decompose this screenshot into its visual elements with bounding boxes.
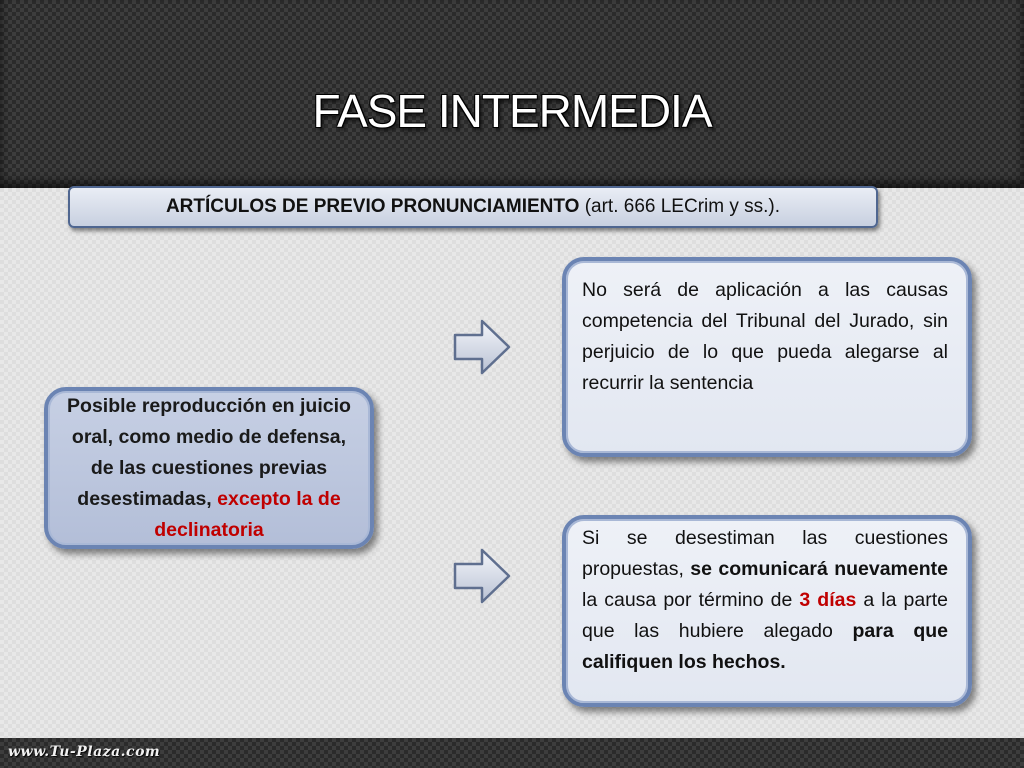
right-bottom-p3: a la parte que las hubiere alegado: [582, 589, 948, 642]
subtitle-bar: [68, 186, 878, 228]
arrow-right-icon: [452, 318, 512, 376]
footer-logo: www.Tu-Plaza.com: [8, 744, 161, 760]
slide-title: FASE INTERMEDIA: [312, 85, 712, 137]
left-box-red-text: excepto la de declinatoria: [154, 487, 341, 541]
right-top-box: [562, 257, 972, 457]
right-bottom-p1: Si se desestiman las cuestiones propuestas,: [582, 527, 948, 580]
right-bottom-b2: para que califiquen los hechos.: [582, 620, 949, 673]
right-bottom-box: [562, 515, 972, 707]
right-bottom-p2: la causa por término de: [582, 589, 800, 611]
left-box-text: Posible reproducción en juicio oral, como medio de defensa, de las cuestiones previas desestimadas,: [67, 394, 351, 510]
right-top-text: No será de aplicación a las causas competencia del Tribunal del Jurado, sin perjuicio de lo que pueda alegarse al recurrir la sentencia: [582, 279, 948, 394]
arrow-right-icon: [452, 547, 512, 605]
subtitle-rest: (art. 666 LECrim y ss.).: [579, 196, 781, 217]
left-box: [44, 387, 374, 549]
right-bottom-red: 3 días: [799, 589, 857, 611]
right-bottom-b1: se comunicará nuevamente: [690, 558, 948, 580]
subtitle-bold: ARTÍCULOS DE PREVIO PRONUNCIAMIENTO: [165, 196, 580, 217]
